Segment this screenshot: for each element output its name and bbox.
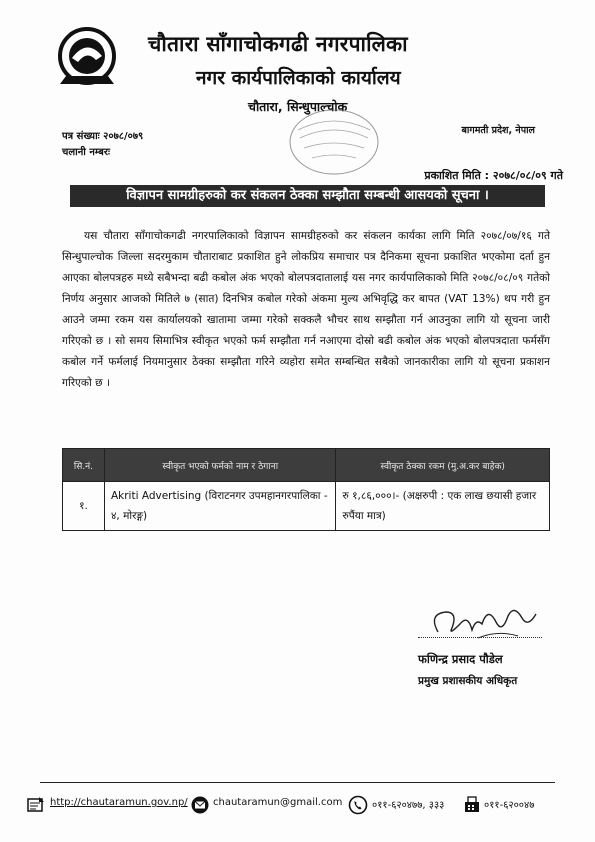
notice-paragraph: यस चौतारा साँगाचोकगढी नगरपालिकाको विज्ञापन सामग्रीहरुको कर संकलन कार्यका लागि मिति २०७८/०७/१६ गते सिन्धुपाल्चोक जिल्ला सदरमुकाम चौताराबाट प्रकाशित हुने लोकप्रिय समाचार पत्र दैनिकमा सूचना प्रकाशित भएकोमा दर्ता हुन आएका बोलपत्रहरु मध्ये सबैभन्दा बढी कबोल अंक भएको बोलपत्रदातालाई यस नगर कार्यपालिकाको मिति २०७८/०८/०९ गतेको निर्णय अनुसार आजको मितिले ७ (सात) दिनभित्र कबोल गरेको अंकमा मुल्य अभिवृद्धि कर बापत (VAT 13%) थप गरी हुन आउने जम्मा रकम यस कार्यालयको खातामा जम्मा गरेको सक्कलै भौचर साथ सम्झौता गर्न आउनुका लागि यो सूचना जारी गरिएको छ । सो समय सिमाभित्र स्वीकृत भएको फर्म सम्झौता गर्न नआएमा दोस्रो बढी कबोल अंक भएको बोलपत्रदाता फर्मसँग कबोल गर्ने फर्मलाई नियमानुसार ठेक्का सम्झौता गरिने व्यहोरा समेत सम्बन्धित सबैको जानकारीका लागि यो सूचना प्रकाशन गरिएको छ । xyxy=(62,230,550,389)
web-icon xyxy=(26,795,46,815)
table-row xyxy=(63,482,550,531)
published-date: प्रकाशित मिति : २०७८/०८/०९ गते xyxy=(424,169,563,182)
office-stamp xyxy=(288,108,380,176)
reference-number: पत्र संख्याः २०७८/०७९ xyxy=(62,131,144,142)
column-header-firm: स्वीकृत भएको फर्मको नाम र ठेगाना xyxy=(104,449,336,482)
column-header-sn: सि.नं. xyxy=(63,449,105,482)
dispatch-number: चलानी नम्बरः xyxy=(62,147,110,158)
email-icon xyxy=(190,795,210,815)
municipality-title: चौतारा साँगाचोकगढी नगरपालिका xyxy=(148,32,408,56)
cell-amount: रु १,८६,०००।- (अक्षरुपी : एक लाख छयासी हजार रुपैंया मात्र) xyxy=(336,482,550,531)
fax-number: ०११-६२००४७ xyxy=(484,800,535,811)
cell-sn: १. xyxy=(63,482,105,531)
table-header-row xyxy=(63,449,550,482)
office-name: नगर कार्यपालिकाको कार्यालय xyxy=(196,67,401,89)
approved-firm-table xyxy=(62,448,550,531)
signatory-name: फणिन्द्र प्रसाद पौडेल xyxy=(418,652,503,666)
email-link[interactable]: chautaramun@gmail.com xyxy=(213,797,343,808)
signatory-title: प्रमुख प्रशासकीय अधिकृत xyxy=(418,675,518,687)
cell-firm: Akriti Advertising (विराटनगर उपमहानगरपालिका - ४, मोरङ्ग) xyxy=(104,482,336,531)
phone-number: ०११-६२०४७७, ३३३ xyxy=(372,800,445,811)
municipality-emblem-logo xyxy=(52,26,122,88)
office-address: चौतारा, सिन्धुपाल्चोक xyxy=(248,99,348,114)
footer-divider xyxy=(40,782,555,783)
column-header-amount: स्वीकृत ठेक्का रकम (मु.अ.कर बाहेक) xyxy=(336,449,550,482)
signature-line xyxy=(418,637,542,638)
phone-icon xyxy=(348,795,368,815)
website-link[interactable]: http://chautaramun.gov.np/ xyxy=(50,797,188,808)
fax-icon xyxy=(462,795,482,815)
province-label: बागमती प्रदेश, नेपाल xyxy=(461,125,535,136)
notice-body xyxy=(62,226,550,394)
notice-heading: विज्ञापन सामग्रीहरुको कर संकलन ठेक्का सम्झौता सम्बन्धी आसयको सूचना । xyxy=(70,185,545,207)
